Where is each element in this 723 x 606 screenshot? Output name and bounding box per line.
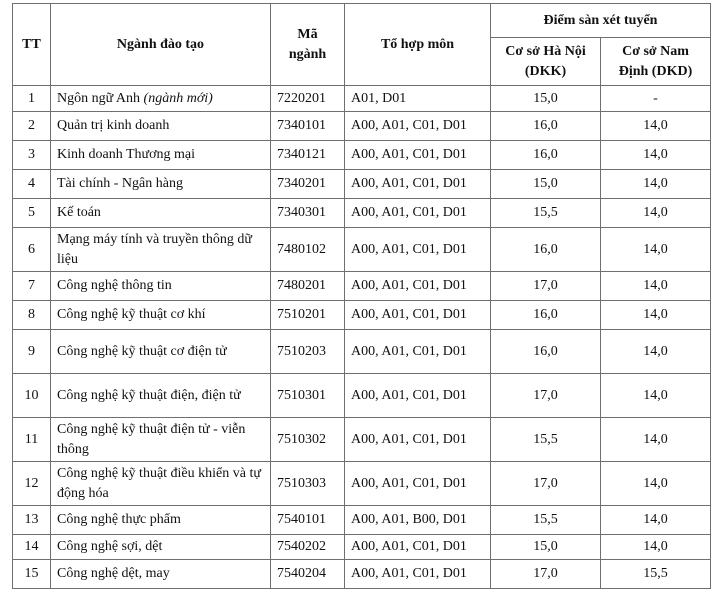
score-namdinh: - (601, 86, 711, 112)
score-hanoi: 17,0 (491, 272, 601, 301)
row-number: 5 (13, 199, 51, 228)
program-code: 7480102 (271, 228, 345, 272)
row-number: 7 (13, 272, 51, 301)
row-number: 14 (13, 535, 51, 560)
header-subject-group: Tổ hợp môn (345, 4, 491, 86)
subject-group: A00, A01, C01, D01 (345, 418, 491, 462)
table-row (13, 112, 711, 141)
program-code: 7540101 (271, 506, 345, 535)
score-hanoi: 16,0 (491, 141, 601, 170)
program-cell (51, 301, 271, 330)
score-hanoi: 15,0 (491, 86, 601, 112)
score-namdinh: 14,0 (601, 506, 711, 535)
table-row (13, 330, 711, 374)
score-namdinh: 14,0 (601, 228, 711, 272)
program-note: (ngành mới) (143, 90, 213, 106)
table-row (13, 272, 711, 301)
program-name: Công nghệ kỹ thuật điện tử - viễn thông (57, 421, 246, 457)
score-hanoi: 17,0 (491, 560, 601, 589)
table-row (13, 228, 711, 272)
subject-group: A00, A01, C01, D01 (345, 301, 491, 330)
subject-group: A00, A01, C01, D01 (345, 560, 491, 589)
score-namdinh: 14,0 (601, 330, 711, 374)
row-number: 1 (13, 86, 51, 112)
program-code: 7540202 (271, 535, 345, 560)
row-number: 3 (13, 141, 51, 170)
admission-table (12, 3, 711, 589)
table-row (13, 506, 711, 535)
program-name: Ngôn ngữ Anh (57, 90, 141, 106)
row-number: 13 (13, 506, 51, 535)
subject-group: A00, A01, C01, D01 (345, 272, 491, 301)
score-hanoi: 16,0 (491, 228, 601, 272)
table-row (13, 141, 711, 170)
program-cell (51, 86, 271, 112)
program-name: Công nghệ kỹ thuật cơ điện tử (57, 343, 227, 359)
row-number: 8 (13, 301, 51, 330)
program-name: Kế toán (57, 205, 101, 220)
subject-group: A00, A01, C01, D01 (345, 199, 491, 228)
program-name: Công nghệ kỹ thuật cơ khí (57, 307, 206, 322)
program-cell (51, 462, 271, 506)
score-hanoi: 15,5 (491, 199, 601, 228)
program-code: 7340121 (271, 141, 345, 170)
row-number: 6 (13, 228, 51, 272)
score-hanoi: 15,0 (491, 170, 601, 199)
score-namdinh: 14,0 (601, 199, 711, 228)
score-hanoi: 16,0 (491, 301, 601, 330)
program-cell (51, 170, 271, 199)
table-row (13, 462, 711, 506)
score-namdinh: 14,0 (601, 112, 711, 141)
program-name: Kinh doanh Thương mại (57, 147, 195, 162)
score-namdinh: 14,0 (601, 462, 711, 506)
score-namdinh: 14,0 (601, 272, 711, 301)
program-cell (51, 374, 271, 418)
subject-group: A00, A01, C01, D01 (345, 228, 491, 272)
program-code: 7340201 (271, 170, 345, 199)
score-namdinh: 14,0 (601, 301, 711, 330)
program-name: Công nghệ sợi, dệt (57, 539, 163, 554)
program-code: 7510303 (271, 462, 345, 506)
row-number: 9 (13, 330, 51, 374)
score-hanoi: 17,0 (491, 374, 601, 418)
subject-group: A00, A01, C01, D01 (345, 462, 491, 506)
program-cell (51, 141, 271, 170)
row-number: 10 (13, 374, 51, 418)
table-row (13, 199, 711, 228)
score-hanoi: 16,0 (491, 112, 601, 141)
header-min-score: Điểm sàn xét tuyển (491, 4, 711, 38)
header-namdinh-campus: Cơ sở Nam Định (DKD) (601, 38, 711, 86)
subject-group: A00, A01, C01, D01 (345, 170, 491, 199)
program-name: Công nghệ thực phẩm (57, 512, 181, 527)
subject-group: A00, A01, C01, D01 (345, 141, 491, 170)
subject-group: A00, A01, C01, D01 (345, 374, 491, 418)
score-hanoi: 17,0 (491, 462, 601, 506)
program-code: 7540204 (271, 560, 345, 589)
table-row (13, 418, 711, 462)
program-code: 7510301 (271, 374, 345, 418)
program-name: Tài chính - Ngân hàng (57, 176, 183, 191)
table-row (13, 535, 711, 560)
table-row (13, 301, 711, 330)
subject-group: A00, A01, B00, D01 (345, 506, 491, 535)
program-name: Công nghệ thông tin (57, 278, 172, 293)
program-cell (51, 506, 271, 535)
program-name: Quản trị kinh doanh (57, 118, 170, 133)
program-code: 7480201 (271, 272, 345, 301)
program-cell (51, 418, 271, 462)
program-code: 7510201 (271, 301, 345, 330)
score-namdinh: 14,0 (601, 141, 711, 170)
program-name: Công nghệ kỹ thuật điều khiển và tự động hóa (57, 465, 261, 501)
program-code: 7340301 (271, 199, 345, 228)
program-cell (51, 560, 271, 589)
program-code: 7510302 (271, 418, 345, 462)
row-number: 11 (13, 418, 51, 462)
program-cell (51, 228, 271, 272)
row-number: 2 (13, 112, 51, 141)
score-hanoi: 16,0 (491, 330, 601, 374)
program-cell (51, 535, 271, 560)
score-namdinh: 14,0 (601, 170, 711, 199)
subject-group: A00, A01, C01, D01 (345, 535, 491, 560)
program-code: 7340101 (271, 112, 345, 141)
table-row (13, 86, 711, 112)
header-code: Mã ngành (271, 4, 345, 86)
program-cell (51, 112, 271, 141)
table-row (13, 560, 711, 589)
program-cell (51, 272, 271, 301)
subject-group: A01, D01 (345, 86, 491, 112)
header-program: Ngành đào tạo (51, 4, 271, 86)
program-name: Mạng máy tính và truyền thông dữ liệu (57, 231, 253, 267)
table-row (13, 170, 711, 199)
subject-group: A00, A01, C01, D01 (345, 112, 491, 141)
table-row (13, 374, 711, 418)
score-namdinh: 15,5 (601, 560, 711, 589)
score-namdinh: 14,0 (601, 535, 711, 560)
header-hanoi-campus: Cơ sở Hà Nội (DKK) (491, 38, 601, 86)
row-number: 4 (13, 170, 51, 199)
header-tt: TT (13, 4, 51, 86)
score-hanoi: 15,5 (491, 506, 601, 535)
program-cell (51, 330, 271, 374)
program-code: 7220201 (271, 86, 345, 112)
row-number: 12 (13, 462, 51, 506)
row-number: 15 (13, 560, 51, 589)
score-namdinh: 14,0 (601, 418, 711, 462)
program-code: 7510203 (271, 330, 345, 374)
score-hanoi: 15,5 (491, 418, 601, 462)
subject-group: A00, A01, C01, D01 (345, 330, 491, 374)
score-namdinh: 14,0 (601, 374, 711, 418)
score-hanoi: 15,0 (491, 535, 601, 560)
program-name: Công nghệ kỹ thuật điện, điện tử (57, 387, 241, 403)
program-cell (51, 199, 271, 228)
program-name: Công nghệ dệt, may (57, 566, 170, 581)
